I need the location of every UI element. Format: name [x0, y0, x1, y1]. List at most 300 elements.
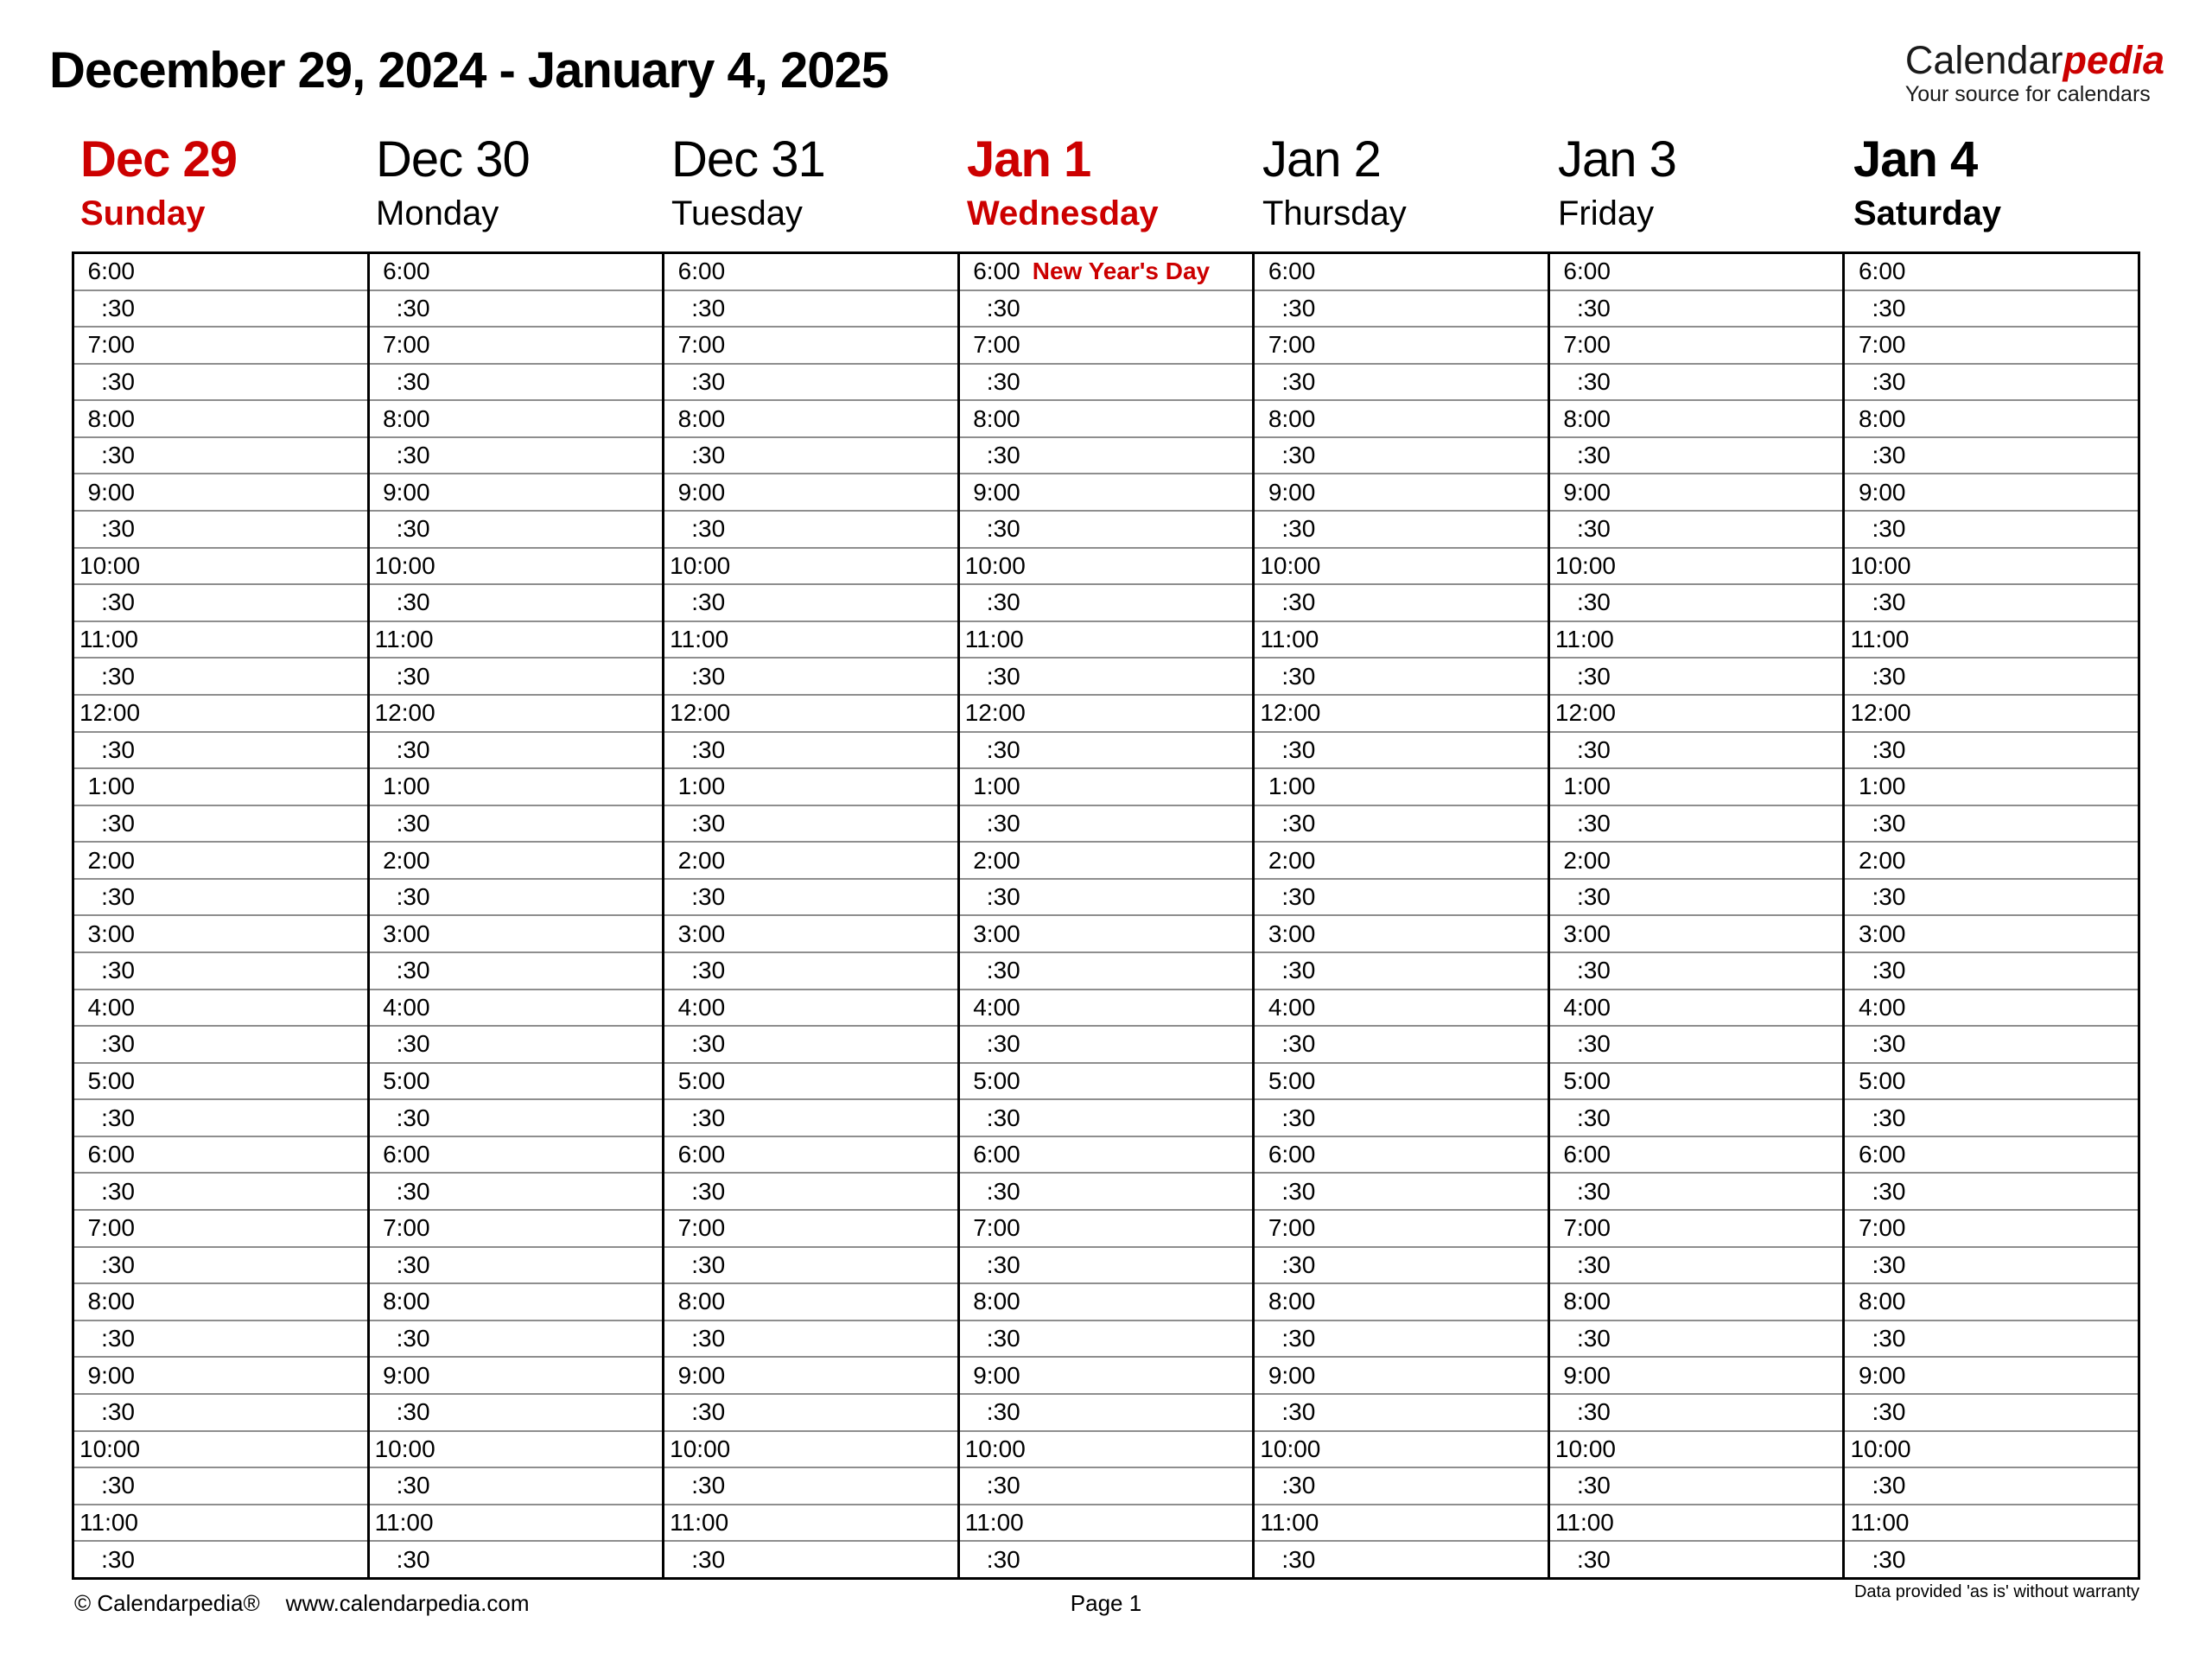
time-label: :30	[1872, 1545, 1906, 1573]
day-weekday: Saturday	[1853, 194, 2002, 232]
time-slot	[1550, 436, 1843, 474]
time-slot	[370, 1504, 663, 1541]
time-slot	[1550, 989, 1843, 1026]
time-label: :30	[986, 957, 1020, 984]
time-slot	[74, 547, 367, 584]
time-label: :30	[986, 1104, 1020, 1131]
time-slot	[1255, 1209, 1548, 1246]
time-slot	[1255, 1136, 1548, 1173]
time-slot	[1550, 1356, 1843, 1393]
time-slot	[1550, 583, 1843, 620]
time-slot	[1845, 1209, 2138, 1246]
time-label: :30	[396, 735, 430, 763]
time-label: 9:00	[1563, 1361, 1611, 1389]
day-header-saturday	[1845, 131, 2140, 233]
website-text: www.calendarpedia.com	[285, 1590, 530, 1616]
time-label: 7:00	[973, 1214, 1020, 1242]
day-weekday: Tuesday	[671, 194, 803, 232]
time-label: 3:00	[973, 920, 1020, 947]
time-slot	[74, 805, 367, 842]
day-column-tuesday	[662, 251, 960, 1580]
time-slot	[1255, 547, 1548, 584]
time-slot	[664, 841, 957, 878]
time-label: 11:00	[374, 1508, 434, 1536]
time-label: :30	[1281, 1104, 1316, 1131]
time-label: :30	[101, 294, 135, 321]
logo-tagline: Your source for calendars	[1904, 82, 2151, 106]
time-label: 6:00	[1858, 258, 1906, 285]
time-slot	[1255, 583, 1548, 620]
time-label: 10:00	[1260, 551, 1321, 579]
time-slot	[1845, 841, 2138, 878]
time-label: 6:00	[973, 1141, 1020, 1168]
day-weekday: Friday	[1558, 194, 1655, 232]
time-slot	[1550, 326, 1843, 363]
time-slot	[74, 1467, 367, 1504]
time-slot	[74, 363, 367, 400]
time-label: 10:00	[79, 1435, 141, 1462]
time-slot	[664, 1356, 957, 1393]
time-slot	[1550, 1467, 1843, 1504]
time-slot	[960, 1062, 1253, 1099]
copyright-text: © Calendarpedia®	[74, 1590, 260, 1616]
time-slot	[74, 767, 367, 805]
time-slot	[1550, 1098, 1843, 1136]
time-label: :30	[986, 589, 1020, 616]
time-slot	[664, 473, 957, 510]
time-label: :30	[691, 1177, 726, 1205]
time-slot	[664, 989, 957, 1026]
time-slot	[1550, 254, 1843, 290]
time-label: :30	[1872, 957, 1906, 984]
time-label: 11:00	[1554, 1508, 1614, 1536]
time-slot	[1845, 436, 2138, 474]
time-slot	[1255, 1246, 1548, 1283]
time-slot	[960, 1430, 1253, 1467]
time-label: :30	[1576, 883, 1611, 911]
time-label: 8:00	[383, 404, 430, 432]
time-slot	[1550, 1282, 1843, 1320]
time-slot	[1255, 914, 1548, 951]
time-label: :30	[101, 442, 135, 469]
time-label: :30	[1281, 442, 1316, 469]
time-label: 7:00	[677, 1214, 726, 1242]
time-slot	[664, 254, 957, 290]
time-label: :30	[101, 1472, 135, 1499]
time-label: :30	[1576, 1104, 1611, 1131]
time-label: :30	[396, 1251, 430, 1278]
time-label: 2:00	[383, 846, 430, 874]
time-slot	[1550, 841, 1843, 878]
time-label: :30	[1872, 515, 1906, 543]
time-label: 11:00	[670, 626, 729, 653]
time-label: 11:00	[79, 626, 138, 653]
time-label: 10:00	[1260, 1435, 1321, 1462]
time-label: 11:00	[1260, 626, 1319, 653]
time-slot	[1550, 510, 1843, 547]
time-label: :30	[396, 1545, 430, 1573]
time-label: :30	[1872, 1398, 1906, 1426]
time-label: 12:00	[964, 699, 1026, 727]
time-slot	[1255, 363, 1548, 400]
time-label: 5:00	[383, 1067, 430, 1094]
time-label: :30	[986, 442, 1020, 469]
time-label: 3:00	[87, 920, 135, 947]
time-label: 7:00	[1858, 331, 1906, 359]
time-slot	[960, 547, 1253, 584]
day-date: Jan 2	[1262, 131, 1381, 188]
time-slot	[664, 290, 957, 327]
time-slot	[1255, 767, 1548, 805]
time-label: :30	[396, 957, 430, 984]
time-label: 10:00	[79, 551, 141, 579]
time-label: 4:00	[973, 993, 1020, 1021]
time-slot	[1845, 989, 2138, 1026]
time-slot	[664, 1393, 957, 1430]
time-label: :30	[101, 589, 135, 616]
time-label: :30	[1872, 1104, 1906, 1131]
day-column-friday	[1548, 251, 1846, 1580]
logo-text-red: pedia	[2063, 38, 2164, 82]
time-slot	[664, 1320, 957, 1357]
time-slot	[960, 620, 1253, 658]
time-slot	[74, 290, 367, 327]
time-label: :30	[691, 662, 726, 690]
time-label: :30	[101, 1251, 135, 1278]
time-label: :30	[986, 883, 1020, 911]
time-label: :30	[691, 368, 726, 396]
time-label: :30	[986, 1251, 1020, 1278]
time-label: 2:00	[1858, 846, 1906, 874]
day-header-tuesday	[663, 131, 958, 233]
footer-disclaimer: Data provided 'as is' without warranty	[1853, 1582, 2139, 1601]
time-label: 8:00	[973, 1288, 1020, 1315]
time-label: 5:00	[973, 1067, 1020, 1094]
time-slot	[74, 254, 367, 290]
time-label: :30	[396, 1472, 430, 1499]
time-slot	[1550, 1430, 1843, 1467]
time-label: :30	[101, 1398, 135, 1426]
time-slot	[370, 1136, 663, 1173]
time-label: 1:00	[973, 773, 1020, 800]
time-label: 2:00	[677, 846, 726, 874]
time-slot	[74, 731, 367, 768]
time-slot	[370, 1430, 663, 1467]
page-title: December 29, 2024 - January 4, 2025	[49, 42, 888, 99]
time-slot	[370, 326, 663, 363]
calendarpedia-logo	[1905, 40, 2164, 106]
day-date: Dec 31	[671, 131, 825, 188]
time-label: :30	[986, 1325, 1020, 1352]
time-label: 7:00	[1563, 1214, 1611, 1242]
time-label: 6:00	[677, 258, 726, 285]
time-label: 6:00	[383, 258, 430, 285]
time-slot	[664, 1209, 957, 1246]
time-slot	[664, 1062, 957, 1099]
time-label: 12:00	[1260, 699, 1321, 727]
time-label: 7:00	[1268, 331, 1316, 359]
time-slot	[1255, 254, 1548, 290]
time-slot	[1255, 290, 1548, 327]
time-label: :30	[691, 1545, 726, 1573]
time-label: 6:00	[1268, 1141, 1316, 1168]
time-slot	[1550, 1393, 1843, 1430]
time-slot	[1255, 473, 1548, 510]
time-slot	[664, 363, 957, 400]
time-label: 12:00	[79, 699, 141, 727]
time-label: 11:00	[964, 1508, 1024, 1536]
time-label: :30	[396, 1104, 430, 1131]
time-label: 6:00	[1563, 258, 1611, 285]
time-slot	[1255, 1467, 1548, 1504]
time-slot	[370, 1209, 663, 1246]
time-label: 2:00	[1268, 846, 1316, 874]
time-label: :30	[1281, 1030, 1316, 1058]
time-slot	[74, 1430, 367, 1467]
time-label: :30	[101, 883, 135, 911]
time-slot	[370, 363, 663, 400]
day-header-sunday	[72, 131, 367, 233]
time-label: :30	[396, 1398, 430, 1426]
time-slot	[1550, 1209, 1843, 1246]
time-label: :30	[1872, 1251, 1906, 1278]
time-label: 8:00	[1563, 404, 1611, 432]
time-label: :30	[1872, 589, 1906, 616]
time-slot	[370, 1098, 663, 1136]
time-slot	[1845, 1356, 2138, 1393]
time-slot	[1845, 1062, 2138, 1099]
time-slot	[960, 1136, 1253, 1173]
time-slot	[74, 1209, 367, 1246]
logo-wordmark	[1905, 40, 2164, 81]
time-slot	[370, 1393, 663, 1430]
time-slot	[960, 694, 1253, 731]
time-label: 10:00	[374, 551, 435, 579]
time-slot	[1550, 290, 1843, 327]
time-slot	[1845, 1467, 2138, 1504]
time-label: :30	[986, 1030, 1020, 1058]
day-date: Jan 4	[1853, 131, 1978, 188]
time-slot	[1255, 1320, 1548, 1357]
time-label: :30	[691, 957, 726, 984]
time-label: 8:00	[677, 1288, 726, 1315]
time-label: :30	[101, 1177, 135, 1205]
time-slot	[1550, 1320, 1843, 1357]
time-slot	[1550, 1025, 1843, 1062]
time-label: :30	[986, 662, 1020, 690]
time-label: 9:00	[973, 1361, 1020, 1389]
time-slot	[370, 989, 663, 1026]
time-slot	[960, 473, 1253, 510]
time-slot	[664, 657, 957, 694]
time-slot	[1550, 1504, 1843, 1541]
time-label: :30	[1576, 662, 1611, 690]
time-slot	[1845, 694, 2138, 731]
day-weekday: Sunday	[80, 194, 206, 232]
time-slot	[1255, 805, 1548, 842]
time-label: :30	[1576, 735, 1611, 763]
time-slot	[1550, 1246, 1843, 1283]
time-label: :30	[396, 1177, 430, 1205]
time-label: :30	[1872, 662, 1906, 690]
time-label: :30	[1576, 1325, 1611, 1352]
time-label: :30	[1576, 1030, 1611, 1058]
time-slot	[1255, 878, 1548, 915]
time-slot	[370, 1025, 663, 1062]
time-slot	[1845, 1246, 2138, 1283]
time-label: :30	[1281, 515, 1316, 543]
time-slot	[664, 1246, 957, 1283]
time-slot	[960, 1467, 1253, 1504]
time-slot	[1255, 989, 1548, 1026]
time-label: 4:00	[1858, 993, 1906, 1021]
time-slot	[1550, 914, 1843, 951]
time-label: :30	[1281, 1251, 1316, 1278]
time-label: 7:00	[383, 1214, 430, 1242]
day-header-wednesday	[958, 131, 1254, 233]
time-slot	[1845, 583, 2138, 620]
time-slot	[960, 254, 1253, 290]
time-slot	[370, 1246, 663, 1283]
time-slot	[1550, 473, 1843, 510]
time-slot	[664, 326, 957, 363]
time-slot	[370, 1062, 663, 1099]
time-slot	[960, 989, 1253, 1026]
time-slot	[370, 510, 663, 547]
time-slot	[1255, 1356, 1548, 1393]
time-slot	[1845, 1172, 2138, 1209]
time-label: 9:00	[1858, 478, 1906, 506]
time-slot	[960, 1393, 1253, 1430]
time-label: :30	[1872, 1472, 1906, 1499]
time-label: :30	[1281, 1472, 1316, 1499]
time-label: 3:00	[1858, 920, 1906, 947]
time-label: :30	[1576, 1398, 1611, 1426]
time-slot	[1255, 731, 1548, 768]
time-label: :30	[101, 1325, 135, 1352]
time-label: 12:00	[374, 699, 435, 727]
time-label: :30	[1872, 1325, 1906, 1352]
footer-page-number: Page 1	[1070, 1590, 1142, 1616]
time-label: 9:00	[383, 1361, 430, 1389]
time-slot	[1255, 1172, 1548, 1209]
time-slot	[1255, 399, 1548, 436]
time-label: :30	[1281, 1398, 1316, 1426]
time-label: :30	[101, 368, 135, 396]
time-slot	[1255, 510, 1548, 547]
time-label: :30	[691, 883, 726, 911]
time-slot	[960, 767, 1253, 805]
time-slot	[370, 473, 663, 510]
time-slot	[664, 1136, 957, 1173]
time-slot	[1845, 1320, 2138, 1357]
time-slot	[1550, 731, 1843, 768]
time-slot	[664, 436, 957, 474]
time-slot	[664, 1098, 957, 1136]
time-slot	[1845, 620, 2138, 658]
time-label: :30	[101, 515, 135, 543]
time-label: 9:00	[87, 1361, 135, 1389]
time-slot	[1255, 1025, 1548, 1062]
time-slot	[1845, 731, 2138, 768]
time-label: 10:00	[670, 551, 731, 579]
time-label: 12:00	[1554, 699, 1616, 727]
time-slot	[1255, 951, 1548, 989]
time-slot	[370, 694, 663, 731]
time-label: :30	[1281, 883, 1316, 911]
time-slot	[1550, 657, 1843, 694]
time-slot	[664, 805, 957, 842]
time-label: 5:00	[1268, 1067, 1316, 1094]
time-slot	[1550, 951, 1843, 989]
time-slot	[1845, 1540, 2138, 1577]
time-slot	[664, 1430, 957, 1467]
day-date: Jan 3	[1558, 131, 1676, 188]
time-slot	[960, 805, 1253, 842]
time-slot	[1550, 1172, 1843, 1209]
time-label: :30	[1576, 809, 1611, 837]
time-slot	[1845, 951, 2138, 989]
time-label: :30	[396, 1030, 430, 1058]
time-label: 3:00	[383, 920, 430, 947]
time-label: :30	[1576, 294, 1611, 321]
day-weekday: Wednesday	[967, 194, 1159, 232]
time-slot	[960, 1098, 1253, 1136]
time-label: 8:00	[1268, 1288, 1316, 1315]
time-slot	[664, 878, 957, 915]
time-label: :30	[986, 1177, 1020, 1205]
time-slot	[370, 1467, 663, 1504]
time-label: :30	[396, 294, 430, 321]
time-slot	[1845, 1430, 2138, 1467]
time-slot	[960, 510, 1253, 547]
time-slot	[1845, 1098, 2138, 1136]
time-label: :30	[1281, 735, 1316, 763]
time-label: 8:00	[1563, 1288, 1611, 1315]
time-slot	[664, 583, 957, 620]
time-label: :30	[101, 809, 135, 837]
logo-text-black: Calendar	[1904, 38, 2063, 82]
time-slot	[1845, 1136, 2138, 1173]
time-label: :30	[691, 735, 726, 763]
time-label: 7:00	[973, 331, 1020, 359]
time-slot	[960, 326, 1253, 363]
time-label: :30	[1281, 957, 1316, 984]
time-label: 7:00	[87, 1214, 135, 1242]
time-slot	[960, 1504, 1253, 1541]
time-slot	[370, 583, 663, 620]
time-label: 7:00	[1563, 331, 1611, 359]
time-slot	[370, 951, 663, 989]
time-slot	[960, 1282, 1253, 1320]
time-slot	[74, 583, 367, 620]
time-label: :30	[1576, 1251, 1611, 1278]
time-label: :30	[1576, 1177, 1611, 1205]
time-label: :30	[1281, 1325, 1316, 1352]
time-slot	[74, 914, 367, 951]
time-label: :30	[1576, 515, 1611, 543]
time-label: :30	[691, 1398, 726, 1426]
time-label: 7:00	[1268, 1214, 1316, 1242]
time-label: 3:00	[677, 920, 726, 947]
time-label: 6:00	[1858, 1141, 1906, 1168]
day-header-thursday	[1254, 131, 1549, 233]
time-label: :30	[101, 957, 135, 984]
time-slot	[1550, 620, 1843, 658]
time-slot	[664, 620, 957, 658]
time-slot	[1845, 1393, 2138, 1430]
time-label: 1:00	[87, 773, 135, 800]
